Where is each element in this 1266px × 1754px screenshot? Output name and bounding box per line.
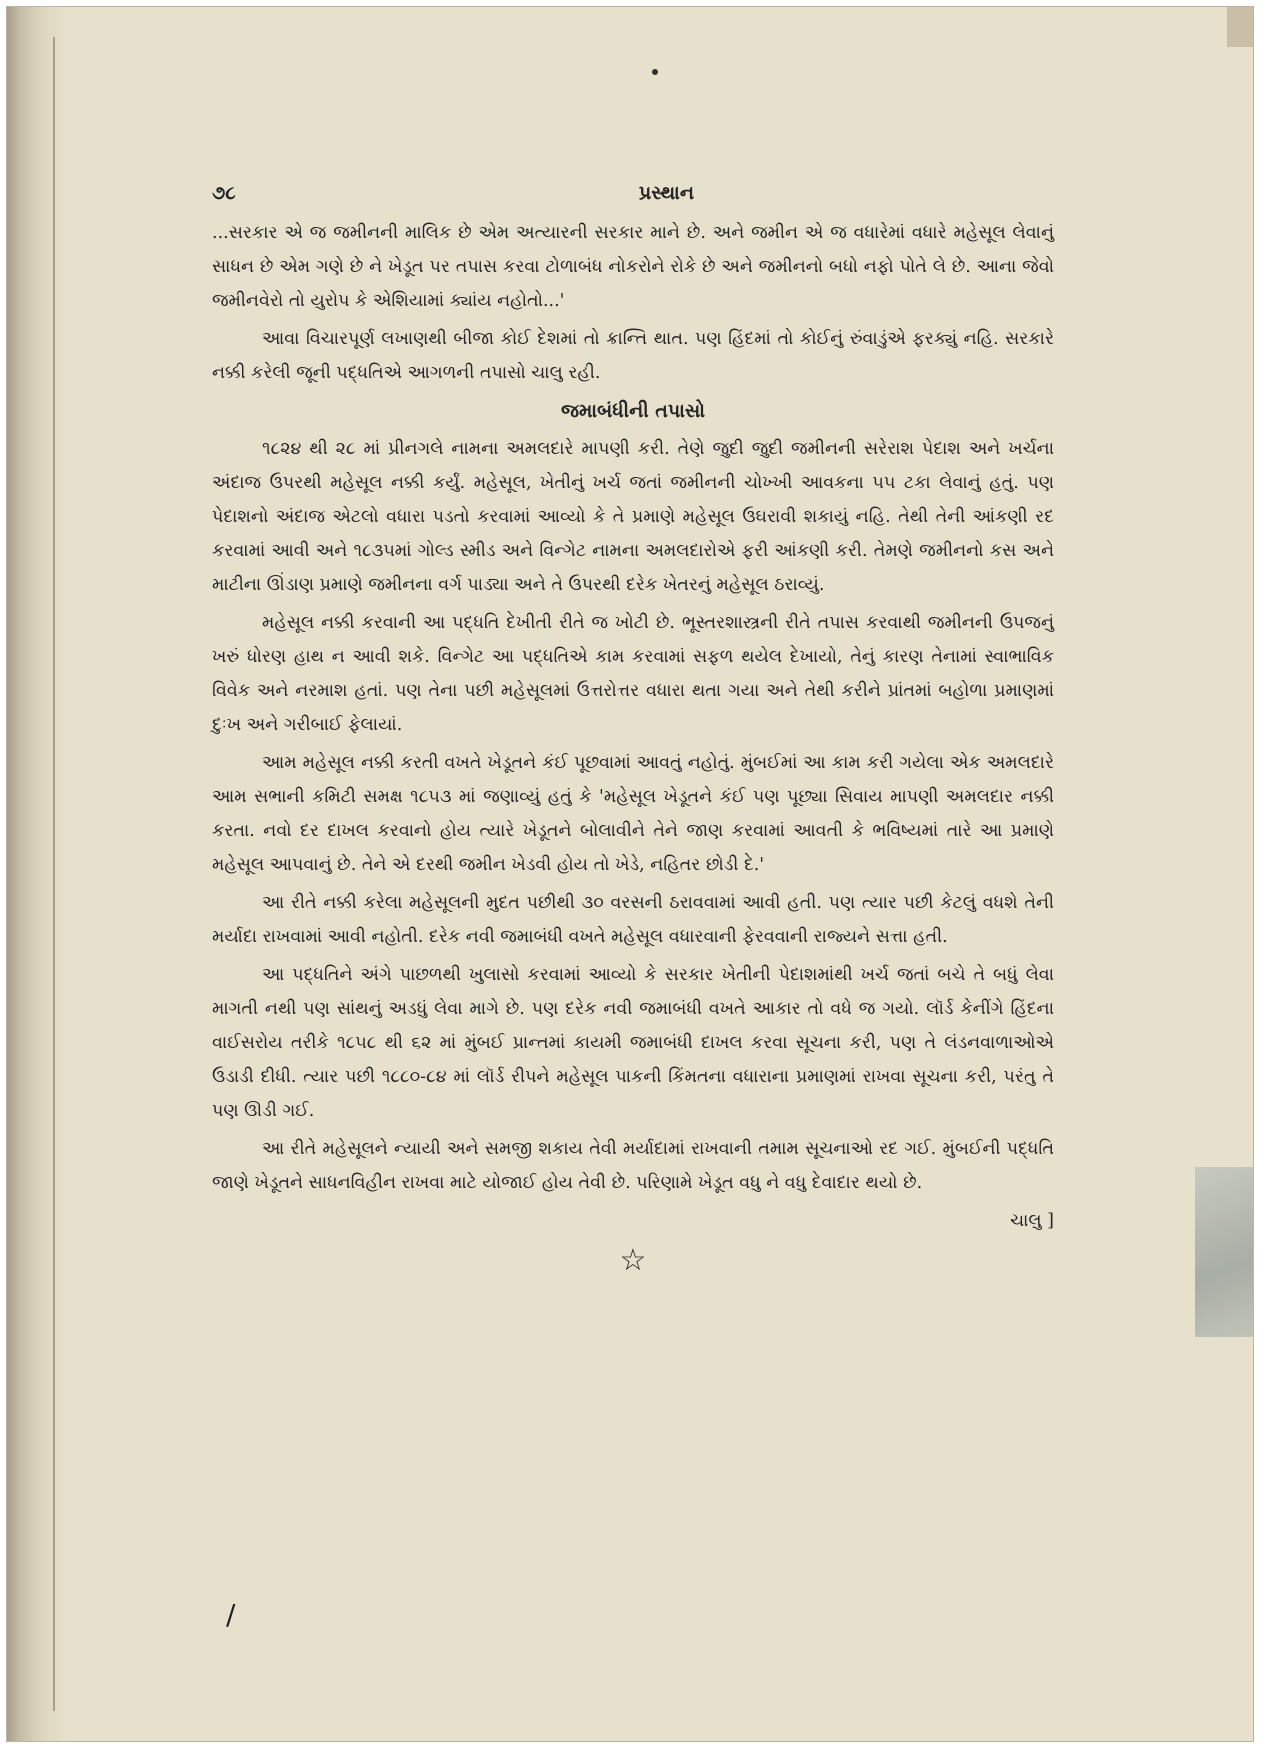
paragraph-6: આ રીતે નક્કી કરેલા મહેસૂલની મુદત પછીથી ૩૦ વરસની ઠરાવવામાં આવી હતી. પણ ત્યાર પછી કેટલું વધશે તેની મર્યાદા રાખવામાં આવી નહોતી. દરેક નવી જમાબંધી વખતે મહેસૂલ વધારવાની ફેરવવાની રાજ્યને સત્તા હતી. xyxy=(212,893,1054,947)
page-number: ૭૮ xyxy=(212,182,236,204)
binding-fold-line xyxy=(53,37,55,1711)
paragraph-4: મહેસૂલ નક્કી કરવાની આ પદ્ધતિ દેખીતી રીતે જ ખોટી છે. ભૂસ્તરશાસ્ત્રની રીતે તપાસ કરવાથી જમીનની ઉપજનું ખરું ધોરણ હાથ ન આવી શકે. વિન્ગેટ આ પદ્ધતિએ કામ કરવામાં સફળ થયેલ દેખાયો, તેનું કારણ તેનામાં સ્વાભાવિક વિવેક અને નરમાશ હતાં. પણ તેના પછી મહેસૂલમાં ઉત્તરોત્તર વધારા થતા ગયા અને તેથી કરીને પ્રાંતમાં બહોળા પ્રમાણમાં દુઃખ અને ગરીબાઈ ફેલાયાં. xyxy=(212,613,1054,735)
ink-dot xyxy=(652,69,658,75)
paragraph-8: આ રીતે મહેસૂલને ન્યાયી અને સમજી શકાય તેવી મર્યાદામાં રાખવાની તમામ સૂચનાઓ રદ ગઈ. મુંબઈની પદ્ધતિ જાણે ખેડૂતને સાધનવિહીન રાખવા માટે યોજાઈ હોય તેવી છે. પરિણામે ખેડૂત વધુ ને વધુ દેવાદાર થયો છે. xyxy=(212,1139,1054,1193)
running-title: પ્રસ્થાન xyxy=(638,182,694,204)
continued-note: ચાલુ ] xyxy=(1010,1211,1054,1231)
tape-mark xyxy=(1195,1167,1253,1337)
paragraph-1: ...સરકાર એ જ જમીનની માલિક છે એમ અત્યારની સરકાર માને છે. અને જમીન એ જ વધારેમાં વધારે મહેસૂલ લેવાનું સાધન છે એમ ગણે છે ને ખેડૂત પર તપાસ કરવા ટોળાબંધ નોકરોને રોકે છે અને જમીનનો બધો નફો પોતે લે છે. આના જેવો જમીનવેરો તો યુરોપ કે એશિયામાં ક્યાંય નહોતો...' xyxy=(212,223,1054,311)
page-corner-stain xyxy=(1227,7,1253,47)
paragraph-5: આમ મહેસૂલ નક્કી કરતી વખતે ખેડૂતને કંઈ પૂછવામાં આવતું નહોતું. મુંબઈમાં આ કામ કરી ગયેલા એક અમલદારે આમ સભાની કમિટી સમક્ષ ૧૮૫૩ માં જણાવ્યું હતું કે 'મહેસૂલ ખેડૂતને કંઈ પણ પૂછ્યા સિવાય માપણી અમલદાર નક્કી કરતા. નવો દર દાખલ કરવાનો હોય ત્યારે ખેડૂતને બોલાવીને તેને જાણ કરવામાં આવતી કે ભવિષ્યમાં તારે આ પ્રમાણે મહેસૂલ આપવાનું છે. તેને એ દરથી જમીન ખેડવી હોય તો ખેડે, નહિતર છોડી દે.' xyxy=(212,753,1054,875)
paragraph-3: ૧૮૨૪ થી ૨૮ માં પ્રીનગલે નામના અમલદારે માપણી કરી. તેણે જુદી જુદી જમીનની સરેરાશ પેદાશ અને ખર્ચના અંદાજ ઉપરથી મહેસૂલ નક્કી કર્યું. મહેસૂલ, ખેતીનું ખર્ચ જતાં જમીનની ચોખ્ખી આવકના ૫૫ ટકા લેવાનું હતું. પણ પેદાશનો અંદાજ એટલો વધારા પડતો કરવામાં આવ્યો કે તે પ્રમાણે મહેસૂલ ઉઘરાવી શકાયું નહિ. તેથી તેની આંકણી રદ કરવામાં આવી અને ૧૮૩૫માં ગોલ્ડ સ્મીડ અને વિન્ગેટ નામના અમલદારોએ ફરી આંકણી કરી. તેમણે જમીનનો કસ અને માટીના ઊંડાણ પ્રમાણે જમીનના વર્ગ પાડ્યા અને તે ઉપરથી દરેક ખેતરનું મહેસૂલ ઠરાવ્યું. xyxy=(212,439,1054,595)
paragraph-7: આ પદ્ધતિને અંગે પાછળથી ખુલાસો કરવામાં આવ્યો કે સરકાર ખેતીની પેદાશમાંથી ખર્ચ જતાં બચે તે બધું લેવા માગતી નથી પણ સાંથનું અડધું લેવા માગે છે. પણ દરેક નવી જમાબંધી વખતે આકાર તો વધે જ ગયો. લૉર્ડ કેનીંગે હિંદના વાઈસરોય તરીકે ૧૮૫૮ થી ૬૨ માં મુંબઈ પ્રાન્તમાં કાયમી જમાબંધી દાખલ કરવા સૂચના કરી, પણ તે લંડનવાળાઓએ ઉડાડી દીધી. ત્યાર પછી ૧૮૮૦-૮૪ માં લૉર્ડ રીપને મહેસૂલ પાકની કિંમતના વધારાના પ્રમાણમાં રાખવા સૂચના કરી, પરંતુ તે પણ ઊડી ગઈ. xyxy=(212,965,1054,1121)
article-body xyxy=(212,176,1054,1278)
page-header xyxy=(212,176,1054,210)
page-binding-shadow xyxy=(7,7,67,1741)
star-ornament: ☆ xyxy=(619,1243,647,1278)
pencil-mark: / xyxy=(226,1598,236,1631)
paragraph-2: આવા વિચારપૂર્ણ લખાણથી બીજા કોઈ દેશમાં તો ક્રાન્તિ થાત. પણ હિંદમાં તો કોઈનું રુંવાડુંએ ફરક્યું નહિ. સરકારે નક્કી કરેલી જૂની પદ્ધતિએ આગળની તપાસો ચાલુ રહી. xyxy=(212,329,1054,383)
section-heading: જમાબંધીની તપાસો xyxy=(560,400,706,422)
